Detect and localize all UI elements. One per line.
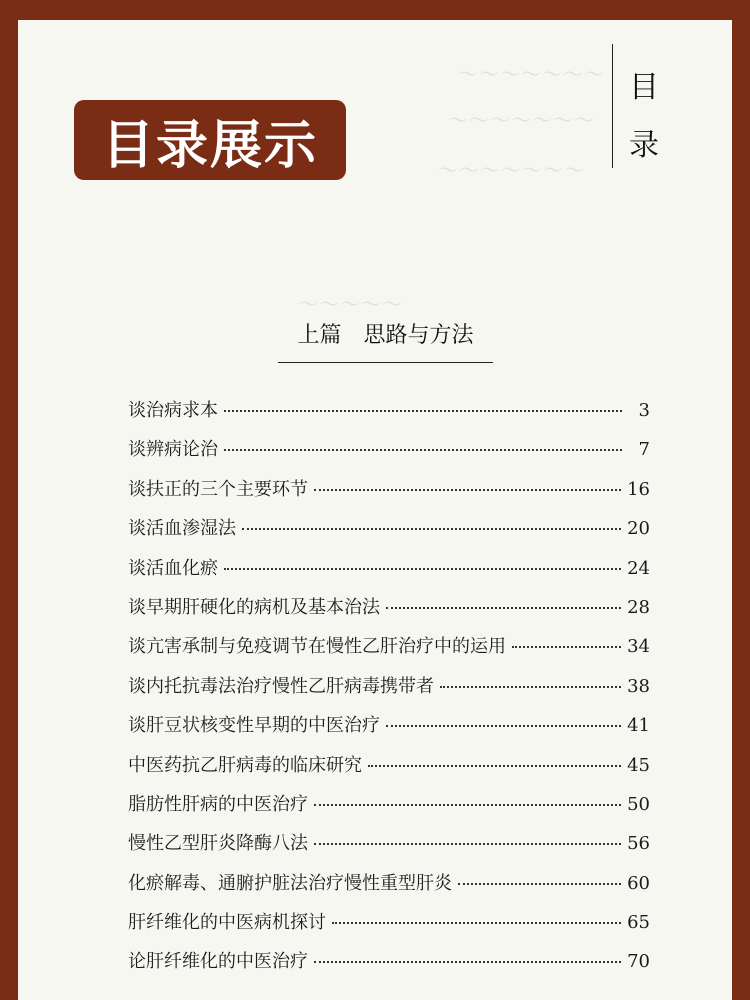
- leader-dots: [314, 843, 621, 845]
- show-through-text: ～～～～～: [298, 292, 403, 316]
- section-title: 上篇 思路与方法: [278, 318, 493, 363]
- toc-title: 谈辨病论治: [128, 439, 218, 461]
- toc-page: 7: [638, 439, 650, 461]
- toc-page: 38: [627, 675, 650, 697]
- leader-dots: [332, 922, 621, 924]
- leader-dots: [224, 449, 622, 451]
- leader-dots: [314, 804, 621, 806]
- toc-entry: [128, 751, 650, 790]
- toc-title: 中医药抗乙肝病毒的临床研究: [128, 754, 362, 776]
- toc-page: 3: [638, 400, 650, 421]
- leader-dots: [440, 686, 621, 688]
- leader-dots: [224, 568, 621, 570]
- show-through-text: ～～～～～～～: [458, 62, 605, 86]
- toc-page: 70: [627, 951, 650, 973]
- toc-title: 谈活血化瘀: [128, 557, 218, 579]
- toc-title: 论肝纤维化的中医治疗: [128, 951, 308, 973]
- banner-label: 目录展示: [101, 115, 318, 176]
- toc-page: 45: [627, 754, 650, 776]
- toc-title: 谈活血渗湿法: [128, 518, 236, 540]
- show-through-text: ～～～～～～～: [438, 158, 585, 182]
- leader-dots: [368, 765, 621, 767]
- toc-entry: [128, 829, 650, 868]
- toc-entry: [128, 869, 650, 908]
- page-heading-char: 目: [629, 70, 659, 105]
- leader-dots: [386, 725, 621, 727]
- leader-dots: [224, 410, 622, 412]
- toc-page: 41: [627, 715, 650, 737]
- toc-page: 60: [627, 872, 650, 894]
- leader-dots: [512, 646, 621, 648]
- toc-entry: [128, 908, 650, 947]
- toc-page: 24: [627, 557, 650, 579]
- toc-title: 脂肪性肝病的中医治疗: [128, 793, 308, 815]
- toc-entry: [128, 672, 650, 711]
- toc-entry: [128, 790, 650, 829]
- banner: [74, 100, 346, 180]
- leader-dots: [314, 961, 621, 963]
- toc-entry: [128, 632, 650, 671]
- toc-entry: [128, 435, 650, 474]
- page-heading-char: 录: [629, 128, 659, 163]
- toc-title: 慢性乙型肝炎降酶八法: [128, 833, 308, 855]
- toc-page: 28: [627, 596, 650, 618]
- leader-dots: [458, 883, 621, 885]
- toc-page: 20: [627, 518, 650, 540]
- show-through-text: ～～～～～～～: [448, 108, 595, 132]
- toc-title: 谈早期肝硬化的病机及基本治法: [128, 596, 380, 618]
- leader-dots: [386, 607, 621, 609]
- book-page: [18, 20, 732, 1000]
- toc-page: 34: [627, 636, 650, 658]
- toc-entry: [128, 514, 650, 553]
- leader-dots: [314, 489, 621, 491]
- toc-entry: [128, 475, 650, 514]
- toc-entry: [128, 593, 650, 632]
- toc-title: 谈肝豆状核变性早期的中医治疗: [128, 715, 380, 737]
- toc-title: 肝纤维化的中医病机探讨: [128, 912, 326, 934]
- page-heading: [612, 44, 677, 168]
- toc-entry: [128, 396, 650, 435]
- toc-title: 谈治病求本: [128, 400, 218, 421]
- toc-entry: [128, 711, 650, 750]
- toc-page: 65: [627, 912, 650, 934]
- toc-page: 56: [627, 833, 650, 855]
- leader-dots: [242, 528, 621, 530]
- toc-page: 50: [627, 793, 650, 815]
- toc-title: 化瘀解毒、通腑护脏法治疗慢性重型肝炎: [128, 872, 452, 894]
- toc-entry: [128, 947, 650, 986]
- toc-title: 谈内托抗毒法治疗慢性乙肝病毒携带者: [128, 675, 434, 697]
- toc-page: 16: [627, 478, 650, 500]
- toc-entry: [128, 554, 650, 593]
- toc-title: 谈扶正的三个主要环节: [128, 478, 308, 500]
- toc-title: 谈亢害承制与免疫调节在慢性乙肝治疗中的运用: [128, 636, 506, 658]
- table-of-contents: [128, 396, 650, 987]
